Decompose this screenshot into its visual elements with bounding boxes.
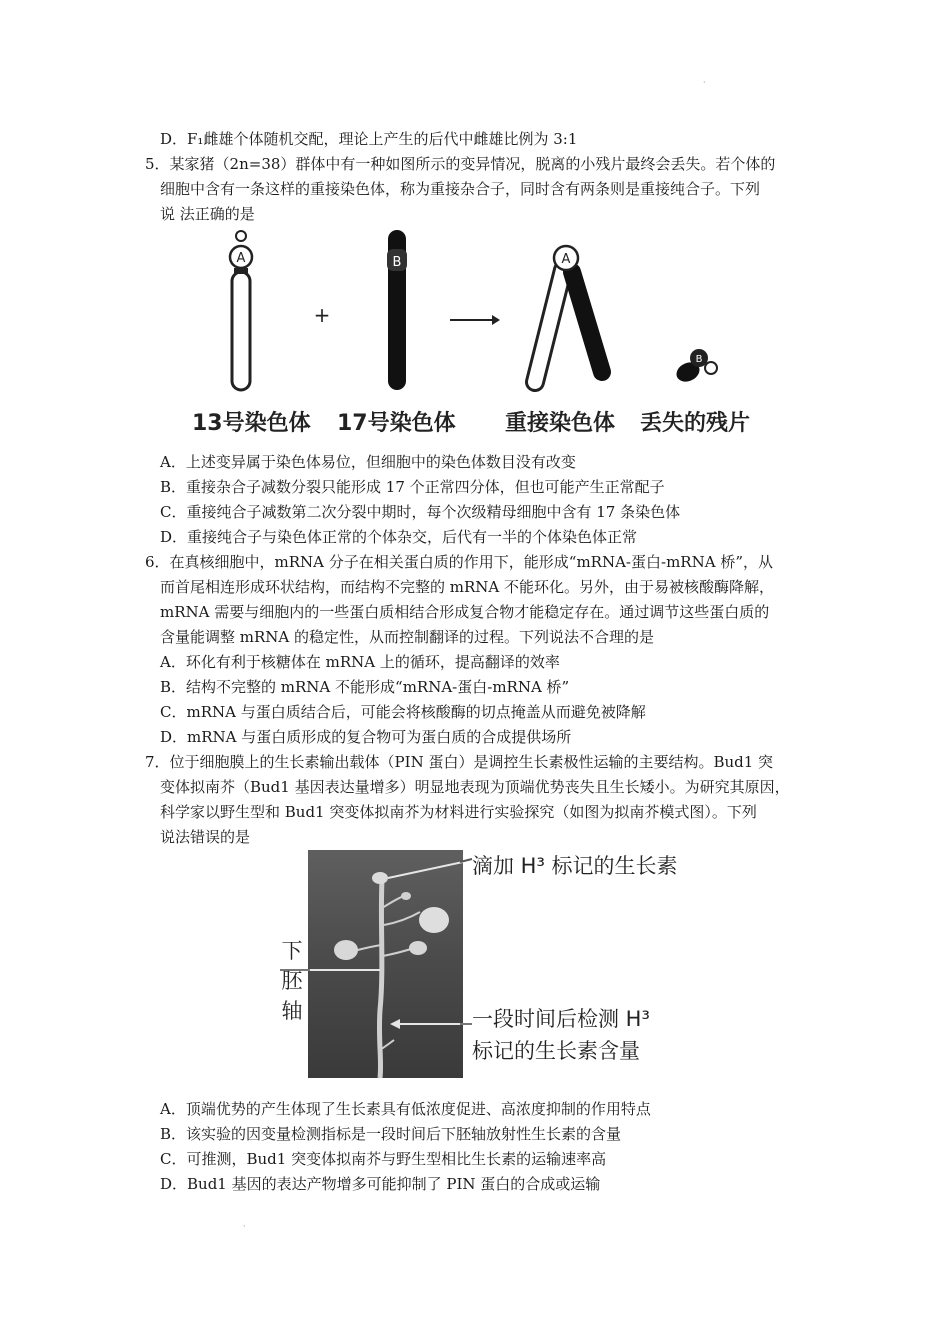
label-add-labeled-auxin: 滴加 H³ 标记的生长素 <box>472 854 678 878</box>
label-hypocotyl-char: 轴 <box>281 999 303 1023</box>
arabidopsis-photo <box>308 850 463 1078</box>
q4-option-d: D．F₁雌雄个体随机交配，理论上产生的后代中雌雄比例为 3:1 <box>160 130 578 148</box>
q6-option-a: A．环化有利于核糖体在 mRNA 上的循环，提高翻译的效率 <box>160 653 560 671</box>
q5-option-a: A．上述变异属于染色体易位，但细胞中的染色体数目没有改变 <box>160 453 576 471</box>
q6-option-d: D．mRNA 与蛋白质形成的复合物可为蛋白质的合成提供场所 <box>160 728 572 746</box>
plus-sign: + <box>313 303 331 327</box>
caption-fused-chromosome: 重接染色体 <box>505 411 616 436</box>
scan-dot: · <box>243 1222 246 1231</box>
q7-stem-line: 变体拟南芥（Bud1 基因表达量增多）明显地表现为顶端优势丧失且生长矮小。为研究其原因， <box>160 778 790 796</box>
q5-option-b: B．重接杂合子减数分裂只能形成 17 个正常四分体，但也可能产生正常配子 <box>160 478 665 496</box>
arrow-icon <box>450 315 500 325</box>
caption-chromosome-17: 17号染色体 <box>337 411 456 436</box>
label-a: A <box>561 252 571 267</box>
q5-stem-line: 说 法正确的是 <box>160 205 255 223</box>
q6-stem-line: mRNA 需要与细胞内的一些蛋白质相结合形成复合物才能稳定存在。通过调节这些蛋白质的 <box>160 603 770 621</box>
chromosome-13 <box>230 231 252 390</box>
q6-option-b: B．结构不完整的 mRNA 不能形成“mRNA-蛋白-mRNA 桥” <box>160 678 570 696</box>
label-a: A <box>236 251 246 266</box>
q5-option-c: C．重接纯合子减数第二次分裂中期时，每个次级精母细胞中含有 17 条染色体 <box>160 503 681 521</box>
q5-stem-line: 5．某家猪（2n=38）群体中有一种如图所示的变异情况，脱离的小残片最终会丢失。若个体的 <box>145 155 776 173</box>
caption-lost-fragment: 丢失的残片 <box>640 411 751 436</box>
label-b: B <box>695 354 703 365</box>
label-detect-line-2: 标记的生长素含量 <box>472 1039 640 1063</box>
q6-stem-line: 6．在真核细胞中，mRNA 分子在相关蛋白质的作用下，能形成“mRNA-蛋白-mRNA 桥”，从 <box>145 553 773 571</box>
label-hypocotyl-char: 下 <box>281 939 303 963</box>
q5-stem-line: 细胞中含有一条这样的重接染色体，称为重接杂合子，同时含有两条则是重接纯合子。下列 <box>160 180 761 198</box>
lost-fragment <box>673 349 717 385</box>
label-hypocotyl-char: 胚 <box>281 969 303 993</box>
q6-option-c: C．mRNA 与蛋白质结合后，可能会将核酸酶的切点掩盖从而避免被降解 <box>160 703 646 721</box>
q7-stem-line: 科学家以野生型和 Bud1 突变体拟南芥为材料进行实验探究（如图为拟南芥模式图）。下列 <box>160 803 757 821</box>
caption-chromosome-13: 13号染色体 <box>192 411 311 436</box>
label-hypocotyl <box>280 936 304 1026</box>
scan-dot: · <box>703 78 706 87</box>
q5-option-d: D．重接纯合子与染色体正常的个体杂交，后代有一半的个体染色体正常 <box>160 528 638 546</box>
q7-stem-line: 说法错误的是 <box>160 828 251 846</box>
label-b: B <box>392 255 402 270</box>
q7-stem-line: 7．位于细胞膜上的生长素输出载体（PIN 蛋白）是调控生长素极性运输的主要结构。Bud1 突 <box>145 753 774 771</box>
q7-option-a: A．顶端优势的产生体现了生长素具有低浓度促进、高浓度抑制的作用特点 <box>160 1100 651 1118</box>
q7-option-d: D．Bud1 基因的表达产物增多可能抑制了 PIN 蛋白的合成或运输 <box>160 1175 601 1193</box>
chromosome-17 <box>387 230 407 390</box>
q7-option-c: C．可推测，Bud1 突变体拟南芥与野生型相比生长素的运输速率高 <box>160 1150 607 1168</box>
label-detect-line-1: 一段时间后检测 H³ <box>472 1007 650 1031</box>
fused-chromosome <box>535 246 602 382</box>
q6-stem-line: 含量能调整 mRNA 的稳定性，从而控制翻译的过程。下列说法不合理的是 <box>160 628 655 646</box>
q7-option-b: B．该实验的因变量检测指标是一段时间后下胚轴放射性生长素的含量 <box>160 1125 622 1143</box>
q6-stem-line: 而首尾相连形成环状结构，而结构不完整的 mRNA 不能环化。另外，由于易被核酸酶降解， <box>160 578 775 596</box>
